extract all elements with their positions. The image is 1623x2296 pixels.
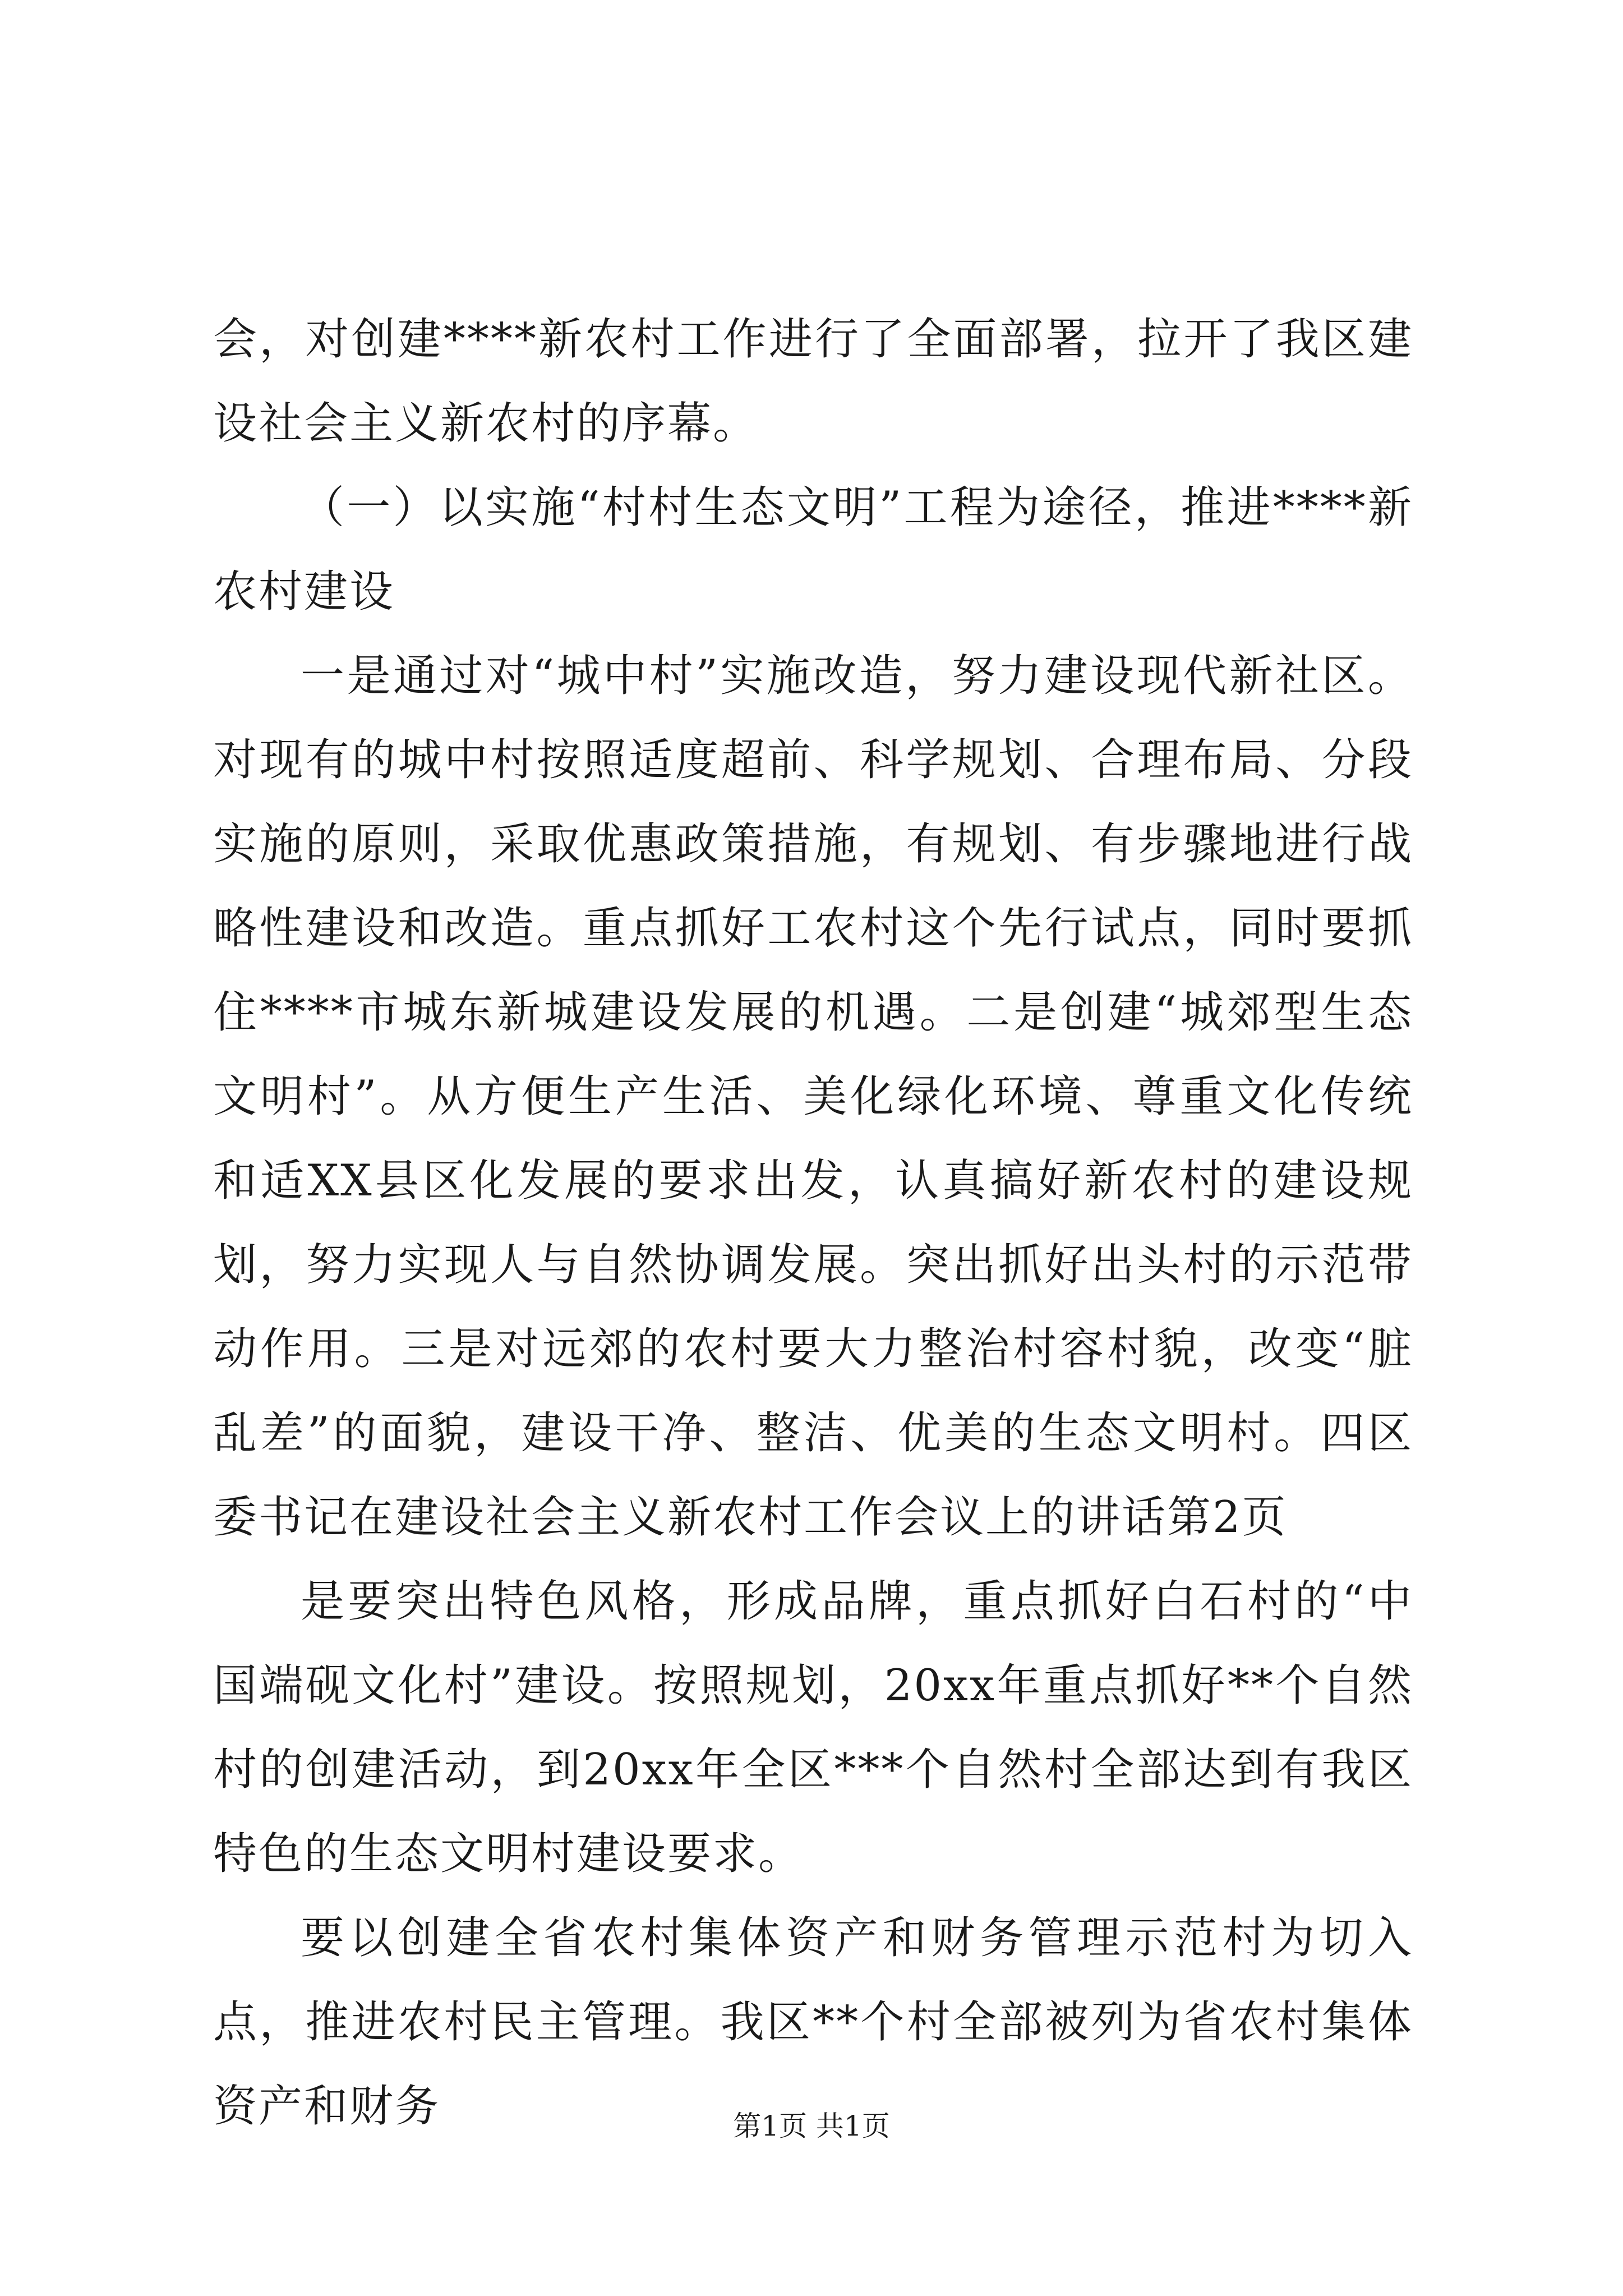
- page-footer: 第1页 共1页: [733, 2110, 890, 2142]
- paragraph-1: 会，对创建****新农村工作进行了全面部署，拉开了我区建设社会主义新农村的序幕。: [213, 314, 1413, 449]
- paragraph-4: 要以创建全省农村集体资产和财务管理示范村为切入点，推进农村民主管理。我区**个村全部被列为省农村集体资产和财务: [213, 1913, 1413, 2132]
- paragraph-2: 一是通过对“城中村”实施改造，努力建设现代新社区。对现有的城中村按照适度超前、科学规划、合理布局、分段实施的原则，采取优惠政策措施，有规划、有步骤地进行战略性建设和改造。重点抓好工农村这个先行试点，同时要抓住****市城东新城建设发展的机遇。二是创建“城郊型生态文明村”。从方便生产生活、美化绿化环境、尊重文化传统和适XX县区化发展的要求出发，认真搞好新农村的建设规划，努力实现人与自然协调发展。突出抓好出头村的示范带动作用。三是对远郊的农村要大力整治村容村貌，改变“脏乱差”的面貌，建设干净、整洁、优美的生态文明村。四区委书记在建设社会主义新农村工作会议上的讲话第2页: [213, 651, 1413, 1543]
- document-body: [213, 297, 1413, 2148]
- section-heading: （一）以实施“村村生态文明”工程为途径，推进****新农村建设: [213, 482, 1413, 617]
- paragraph-3: 是要突出特色风格，形成品牌，重点抓好白石村的“中国端砚文化村”建设。按照规划，20xx年重点抓好**个自然村的创建活动，到20xx年全区***个自然村全部达到有我区特色的生态文明村建设要求。: [213, 1576, 1413, 1879]
